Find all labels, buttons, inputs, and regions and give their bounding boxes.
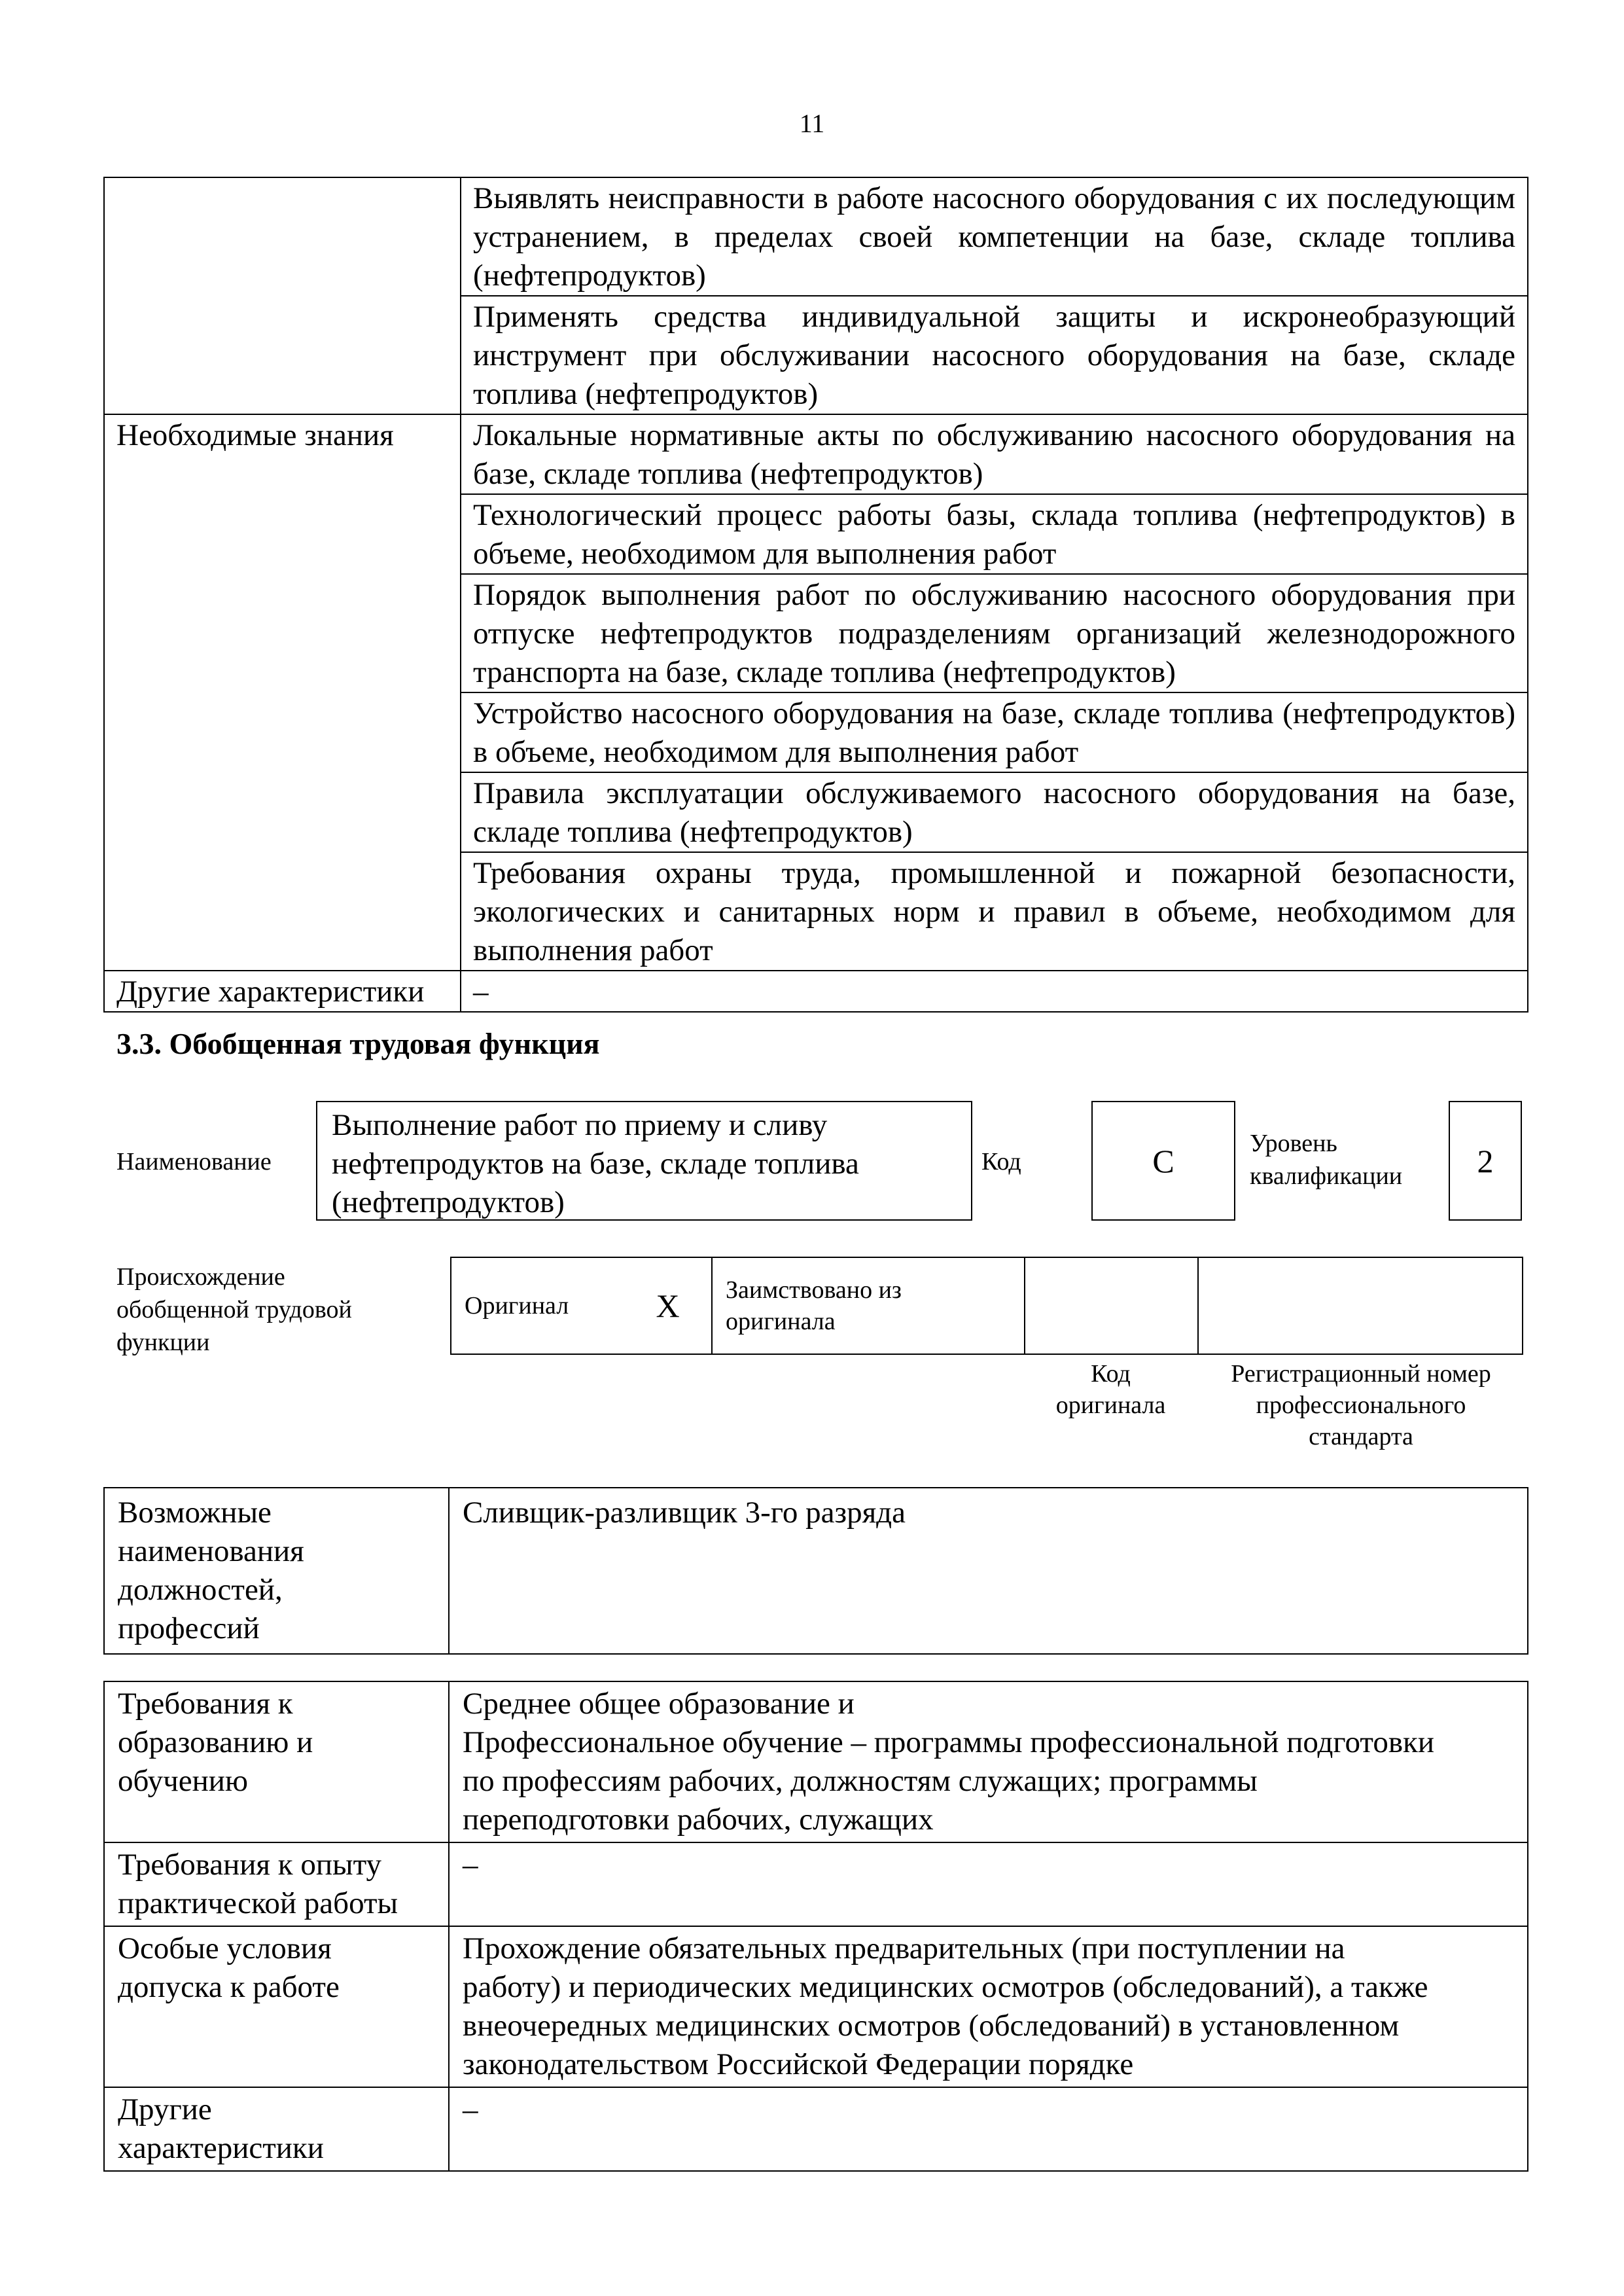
value-line: Прохождение обязательных предварительных (при поступлении на — [463, 1931, 1345, 1965]
origin-label-line: обобщенной трудовой — [116, 1296, 352, 1323]
label-line: допуска к работе — [118, 1970, 340, 2004]
value-line: переподготовки рабочих, служащих — [463, 1803, 934, 1837]
table-row — [104, 1488, 1528, 1654]
level-box: 2 — [1449, 1101, 1522, 1221]
borrowed-label-line: Заимствовано из — [726, 1276, 902, 1304]
caption-line: Регистрационный номер — [1231, 1360, 1491, 1388]
value-line: – — [463, 2092, 478, 2126]
label-line: Возможные — [118, 1496, 272, 1530]
table-cell: Технологический процесс работы базы, склада топлива (нефтепродуктов) в объеме, необходимом для выполнения работ — [461, 494, 1528, 574]
table-row — [104, 971, 1528, 1012]
table-cell: Выявлять неисправности в работе насосного оборудования с их последующим устранением, в пределах своей компетенции на базе, складе топлива (нефтепродуктов) — [461, 177, 1528, 296]
table-row — [104, 414, 1528, 494]
table-cell: – — [461, 971, 1528, 1012]
level-label-line: квалификации — [1250, 1162, 1403, 1190]
positions-label — [104, 1488, 449, 1654]
reg-number-caption — [1197, 1358, 1525, 1452]
education-value — [449, 1681, 1528, 1842]
value-line: Среднее общее образование и — [463, 1687, 855, 1721]
original-mark: Х — [624, 1257, 712, 1354]
value-line: внеочередных медицинских осмотров (обследований) в установленном — [463, 2009, 1400, 2043]
label-line: Другие — [118, 2092, 212, 2126]
table-row — [451, 1257, 1523, 1354]
admission-value — [449, 1926, 1528, 2087]
code-label: Код — [981, 1148, 1021, 1175]
table-row — [104, 177, 1528, 296]
table-row — [104, 1681, 1528, 1842]
positions-value: Сливщик-разливщик 3-го разряда — [449, 1488, 1528, 1654]
borrowed-label-line: оригинала — [726, 1308, 836, 1335]
caption-line: профессионального — [1256, 1391, 1466, 1419]
label-line: должностей, — [118, 1573, 283, 1607]
caption-line: оригинала — [1055, 1391, 1166, 1419]
row-label — [104, 177, 461, 414]
origin-label — [116, 1261, 352, 1359]
table-cell: Порядок выполнения работ по обслуживанию насосного оборудования при отпуске нефтепродуктов подразделениям организаций железнодорожного транспорта на базе, складе топлива (нефтепродуктов) — [461, 574, 1528, 692]
table-cell: Локальные нормативные акты по обслуживанию насосного оборудования на базе, складе топлива (нефтепродуктов) — [461, 414, 1528, 494]
code-original-caption — [1024, 1358, 1197, 1421]
education-label — [104, 1681, 449, 1842]
table-cell: Требования охраны труда, промышленной и пожарной безопасности, экологических и санитарных норм и правил в объеме, необходимом для выполнения работ — [461, 852, 1528, 971]
experience-label — [104, 1842, 449, 1926]
caption-line: стандарта — [1309, 1423, 1413, 1450]
section-title: 3.3. Обобщенная трудовая функция — [116, 1027, 600, 1060]
admission-label — [104, 1926, 449, 2087]
value-line: по профессиям рабочих, должностям служащих; программы — [463, 1764, 1258, 1798]
table-row — [104, 1842, 1528, 1926]
level-label — [1250, 1127, 1402, 1193]
value-line: Профессиональное обучение – программы профессиональной подготовки — [463, 1725, 1435, 1759]
positions-table — [103, 1487, 1528, 1655]
label-line: наименования — [118, 1534, 304, 1568]
knowledge-skills-table — [103, 177, 1528, 1013]
name-label: Наименование — [116, 1148, 272, 1175]
code-original-cell — [1025, 1257, 1198, 1354]
value-line: законодательством Российской Федерации порядке — [463, 2047, 1134, 2081]
row-label-knowledge: Необходимые знания — [104, 414, 461, 971]
code-box: С — [1091, 1101, 1235, 1221]
label-line: Требования к опыту — [118, 1848, 382, 1882]
original-label: Оригинал — [451, 1257, 624, 1354]
table-cell: Устройство насосного оборудования на базе, складе топлива (нефтепродуктов) в объеме, необходимом для выполнения работ — [461, 692, 1528, 772]
table-cell: Правила эксплуатации обслуживаемого насосного оборудования на базе, складе топлива (нефтепродуктов) — [461, 772, 1528, 852]
experience-value — [449, 1842, 1528, 1926]
table-row — [104, 1926, 1528, 2087]
borrowed-label — [712, 1257, 1025, 1354]
function-name-box: Выполнение работ по приему и сливу нефтепродуктов на базе, складе топлива (нефтепродуктов) — [316, 1101, 972, 1221]
label-line: характеристики — [118, 2131, 324, 2165]
requirements-table — [103, 1681, 1528, 2172]
table-row — [104, 2087, 1528, 2171]
label-line: обучению — [118, 1764, 249, 1798]
label-line: Особые условия — [118, 1931, 332, 1965]
caption-line: Код — [1091, 1360, 1131, 1388]
level-label-line: Уровень — [1250, 1130, 1337, 1157]
label-line: образованию и — [118, 1725, 313, 1759]
reg-number-cell — [1198, 1257, 1523, 1354]
other-label — [104, 2087, 449, 2171]
label-line: профессий — [118, 1611, 260, 1645]
label-line: Требования к — [118, 1687, 293, 1721]
value-line: работу) и периодических медицинских осмотров (обследований), а также — [463, 1970, 1428, 2004]
other-value — [449, 2087, 1528, 2171]
table-cell: Применять средства индивидуальной защиты и искронеобразующий инструмент при обслуживании насосного оборудования на базе, складе топлива (нефтепродуктов) — [461, 296, 1528, 414]
label-line: практической работы — [118, 1886, 398, 1920]
origin-label-line: функции — [116, 1329, 210, 1356]
value-line: – — [463, 1848, 478, 1882]
origin-label-line: Происхождение — [116, 1263, 285, 1291]
page-number: 11 — [799, 109, 825, 138]
row-label-other: Другие характеристики — [104, 971, 461, 1012]
origin-table — [450, 1257, 1523, 1355]
